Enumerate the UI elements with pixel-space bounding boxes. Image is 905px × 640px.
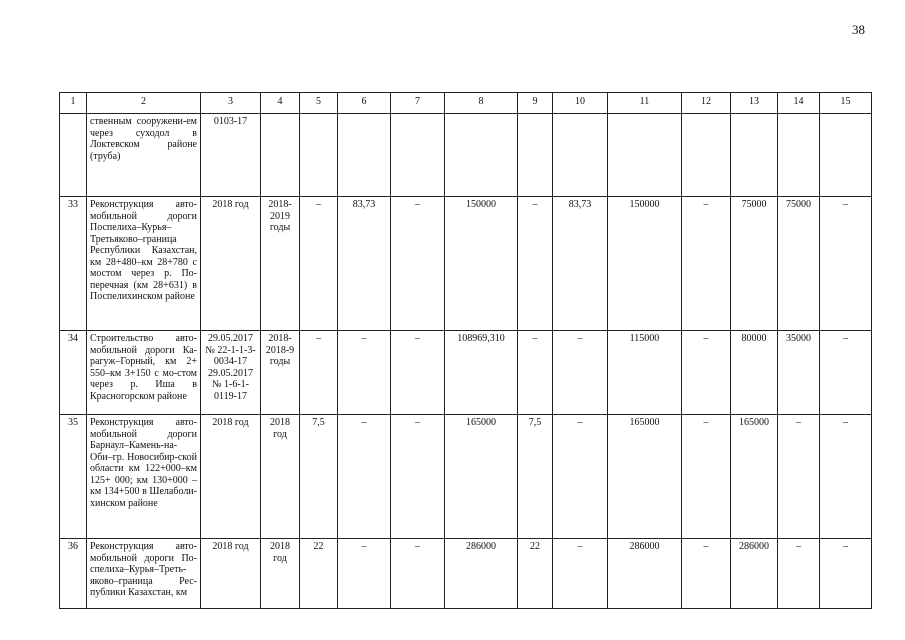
cell-col12: – <box>682 197 731 331</box>
cell-col7 <box>391 114 445 197</box>
row-number: 36 <box>60 539 87 609</box>
header-row <box>60 93 872 114</box>
header-cell: 9 <box>518 93 553 114</box>
header-cell: 4 <box>261 93 300 114</box>
cell-col8: 286000 <box>445 539 518 609</box>
cell-col6: – <box>338 331 391 415</box>
cell-col15: – <box>820 331 872 415</box>
cell-col10: – <box>553 415 608 539</box>
header-cell: 7 <box>391 93 445 114</box>
cell-col14: 35000 <box>778 331 820 415</box>
cell-col3: 29.05.2017 № 22-1-1-3-0034-17 29.05.2017 № 1-6-1-0119-17 <box>201 331 261 415</box>
row-number: 35 <box>60 415 87 539</box>
page-number: 38 <box>852 22 865 37</box>
cell-col5 <box>300 114 338 197</box>
cell-col15: – <box>820 415 872 539</box>
header-cell: 14 <box>778 93 820 114</box>
row-number <box>60 114 87 197</box>
cell-col15: – <box>820 197 872 331</box>
cell-col5: 22 <box>300 539 338 609</box>
object-name: ственным сооружени-ем через суходол в Локтевском районе (труба) <box>87 114 201 197</box>
cell-col12 <box>682 114 731 197</box>
row-number: 34 <box>60 331 87 415</box>
cell-col13: 165000 <box>731 415 778 539</box>
object-name: Реконструкция авто-мобильной дороги Барнаул–Камень-на-Оби–гр. Новосибир-ской области км 122+000–км 125+ 000; км 130+000 – км 134+500 в Шелаболи-хинском районе <box>87 415 201 539</box>
cell-col15: – <box>820 539 872 609</box>
cell-col13 <box>731 114 778 197</box>
cell-col7: – <box>391 197 445 331</box>
header-cell: 5 <box>300 93 338 114</box>
header-cell: 12 <box>682 93 731 114</box>
cell-col6: 83,73 <box>338 197 391 331</box>
cell-col8 <box>445 114 518 197</box>
object-name: Строительство авто-мобильной дороги Ка-рагуж–Горный, км 2+ 550–км 3+150 с мо-стом через р. Иша в Красногорском районе <box>87 331 201 415</box>
cell-col12: – <box>682 539 731 609</box>
table-row <box>60 197 872 331</box>
cell-col9: 7,5 <box>518 415 553 539</box>
cell-col11: 150000 <box>608 197 682 331</box>
cell-col3: 2018 год <box>201 197 261 331</box>
cell-col13: 75000 <box>731 197 778 331</box>
cell-col3: 2018 год <box>201 415 261 539</box>
cell-col4: 2018 год <box>261 539 300 609</box>
cell-col9: – <box>518 197 553 331</box>
cell-col10: – <box>553 331 608 415</box>
cell-col14: 75000 <box>778 197 820 331</box>
table-row <box>60 114 872 197</box>
cell-col12: – <box>682 331 731 415</box>
object-name: Реконструкция авто-мобильной дороги Поспелиха–Курья–Третьяково–граница Республики Казахстан, км 28+480–км 28+780 с мостом через р. По-перечная (км 28+631) в Поспелихинском районе <box>87 197 201 331</box>
cell-col4: 2018-2018-9 годы <box>261 331 300 415</box>
header-cell: 13 <box>731 93 778 114</box>
cell-col10 <box>553 114 608 197</box>
header-cell: 1 <box>60 93 87 114</box>
cell-col14 <box>778 114 820 197</box>
cell-col8: 108969,310 <box>445 331 518 415</box>
cell-col9 <box>518 114 553 197</box>
cell-col4: 2018 год <box>261 415 300 539</box>
cell-col10: 83,73 <box>553 197 608 331</box>
cell-col7: – <box>391 415 445 539</box>
cell-col5: – <box>300 331 338 415</box>
cell-col9: – <box>518 331 553 415</box>
table-row <box>60 331 872 415</box>
cell-col6: – <box>338 539 391 609</box>
cell-col5: – <box>300 197 338 331</box>
header-cell: 11 <box>608 93 682 114</box>
table-row <box>60 539 872 609</box>
cell-col4: 2018-2019 годы <box>261 197 300 331</box>
cell-col7: – <box>391 331 445 415</box>
cell-col6 <box>338 114 391 197</box>
header-cell: 15 <box>820 93 872 114</box>
cell-col15 <box>820 114 872 197</box>
header-cell: 3 <box>201 93 261 114</box>
row-number: 33 <box>60 197 87 331</box>
cell-col14: – <box>778 415 820 539</box>
header-cell: 8 <box>445 93 518 114</box>
header-cell: 6 <box>338 93 391 114</box>
cell-col11: 165000 <box>608 415 682 539</box>
cell-col14: – <box>778 539 820 609</box>
cell-col4 <box>261 114 300 197</box>
cell-col11: 286000 <box>608 539 682 609</box>
cell-col13: 80000 <box>731 331 778 415</box>
cell-col9: 22 <box>518 539 553 609</box>
data-table <box>59 92 872 609</box>
header-cell: 10 <box>553 93 608 114</box>
cell-col7: – <box>391 539 445 609</box>
cell-col13: 286000 <box>731 539 778 609</box>
cell-col5: 7,5 <box>300 415 338 539</box>
cell-col3: 2018 год <box>201 539 261 609</box>
cell-col11 <box>608 114 682 197</box>
cell-col8: 165000 <box>445 415 518 539</box>
cell-col12: – <box>682 415 731 539</box>
cell-col11: 115000 <box>608 331 682 415</box>
cell-col10: – <box>553 539 608 609</box>
cell-col3: 0103-17 <box>201 114 261 197</box>
cell-col6: – <box>338 415 391 539</box>
cell-col8: 150000 <box>445 197 518 331</box>
table-row <box>60 415 872 539</box>
header-cell: 2 <box>87 93 201 114</box>
object-name: Реконструкция авто-мобильной дороги По-спелиха–Курья–Треть-яково–граница Рес-публики Казахстан, км <box>87 539 201 609</box>
